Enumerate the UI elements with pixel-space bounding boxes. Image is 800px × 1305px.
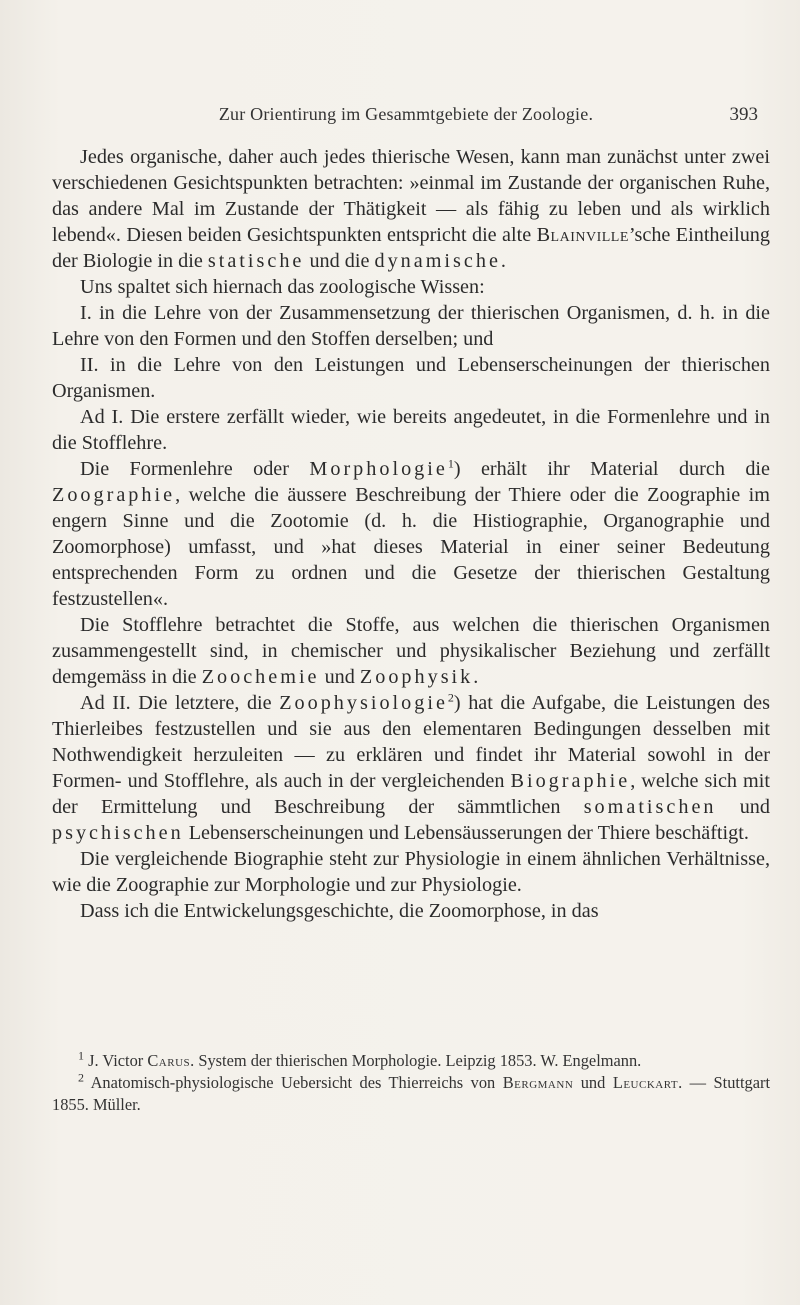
- footnote-1: $^1$ J. Victor Carus. System der thierischen Morphologie. Leipzig 1853. W. Engelmann.: [78, 1048, 642, 1070]
- author-name: Bergmann: [502, 1073, 574, 1092]
- footnote-ref: 2: [447, 690, 454, 705]
- spaced-term: Morphologie: [309, 458, 448, 480]
- footnotes: [52, 1050, 770, 1116]
- main-text: [52, 144, 770, 924]
- footnote-2: $^2$ Anatomisch-physiologische Uebersicht des Thierreichs von Bergmann und Leuckart. — Stuttgart 1855. Müller.: [52, 1070, 771, 1114]
- running-header: [52, 104, 760, 132]
- spaced-term: Zoographie: [52, 484, 176, 506]
- paragraph-3: I. in die Lehre von der Zusammensetzung der thierischen Organismen, d. h. in die Lehre von den Formen und den Stoffen derselben; und: [52, 302, 770, 350]
- paragraph-4: II. in die Lehre von den Leistungen und Lebenserscheinungen der thierischen Organismen.: [52, 354, 770, 402]
- paragraph-2: Uns spaltet sich hiernach das zoologische Wissen:: [80, 276, 485, 298]
- paragraph-7: Die Stofflehre betrachtet die Stoffe, aus welchen die thierischen Organismen zusammengestellt sind, in chemischer und physikalischer Beziehung und zerfällt demgemäss in die Zoochemie und Zoophysik.: [52, 614, 770, 688]
- paragraph-5: Ad I. Die erstere zerfällt wieder, wie bereits angedeutet, in die Formenlehre und in die Stofflehre.: [52, 406, 770, 454]
- author-name: Carus: [147, 1051, 191, 1070]
- footnote-ref: 1: [447, 456, 454, 471]
- paragraph-1: Jedes organische, daher auch jedes thierische Wesen, kann man zunächst unter zwei verschiedenen Gesichtspunkten betrachten: »einmal im Zustande der organischen Ruhe, das andere Mal im Zustande der Thätigkeit — als fähig zu leben und als wirklich lebend«. Diesen beiden Gesichtspunkten entspricht die alte Blainville’sche Eintheilung der Biologie in die statische und die dynamische.: [52, 146, 770, 272]
- page-number: 393: [729, 104, 758, 125]
- spaced-term: psychischen: [52, 822, 184, 844]
- author-name: Blainville: [536, 224, 629, 246]
- spaced-term: statische: [207, 250, 305, 272]
- spaced-term: Biographie: [510, 770, 631, 792]
- spaced-term: somatischen: [583, 796, 717, 818]
- spaced-term: Zoochemie: [201, 666, 320, 688]
- paragraph-9: Die vergleichende Biographie steht zur Physiologie in einem ähnlichen Verhältnisse, wie die Zoographie zur Morphologie und zur Physiologie.: [52, 848, 770, 896]
- spaced-term: Zoophysik: [359, 666, 474, 688]
- spaced-term: Zoophysiologie: [279, 692, 448, 714]
- paragraph-6: Die Formenlehre oder Morphologie$^1$) erhält ihr Material durch die Zoographie, welche die äussere Beschreibung der Thiere oder die Zoographie im engern Sinne und die Zootomie (d. h. die Histiographie, Organographie und Zoomorphose) umfasst, und »hat dieses Material in einer seiner Bedeutung entsprechenden Form zu ordnen und die Gesetze der thierischen Gestaltung festzustellen«.: [52, 456, 770, 610]
- spaced-term: dynamische: [374, 250, 501, 272]
- author-name: Leuckart: [612, 1073, 679, 1092]
- running-title: Zur Orientirung im Gesammtgebiete der Zoologie.: [218, 104, 594, 124]
- paragraph-10: Dass ich die Entwickelungsgeschichte, die Zoomorphose, in das: [80, 900, 599, 922]
- paragraph-8: Ad II. Die letztere, die Zoophysiologie$^2$) hat die Aufgabe, die Leistungen des Thierleibes festzustellen und sie aus den elementaren Bedingungen desselben mit Nothwendigkeit herzuleiten — zu erklären und findet ihr Material sowohl in der Formen- und Stofflehre, als auch in der vergleichenden Biographie, welche sich mit der Ermittelung und Beschreibung der sämmtlichen somatischen und psychischen Lebenserscheinungen und Lebensäusserungen der Thiere beschäftigt.: [52, 690, 770, 844]
